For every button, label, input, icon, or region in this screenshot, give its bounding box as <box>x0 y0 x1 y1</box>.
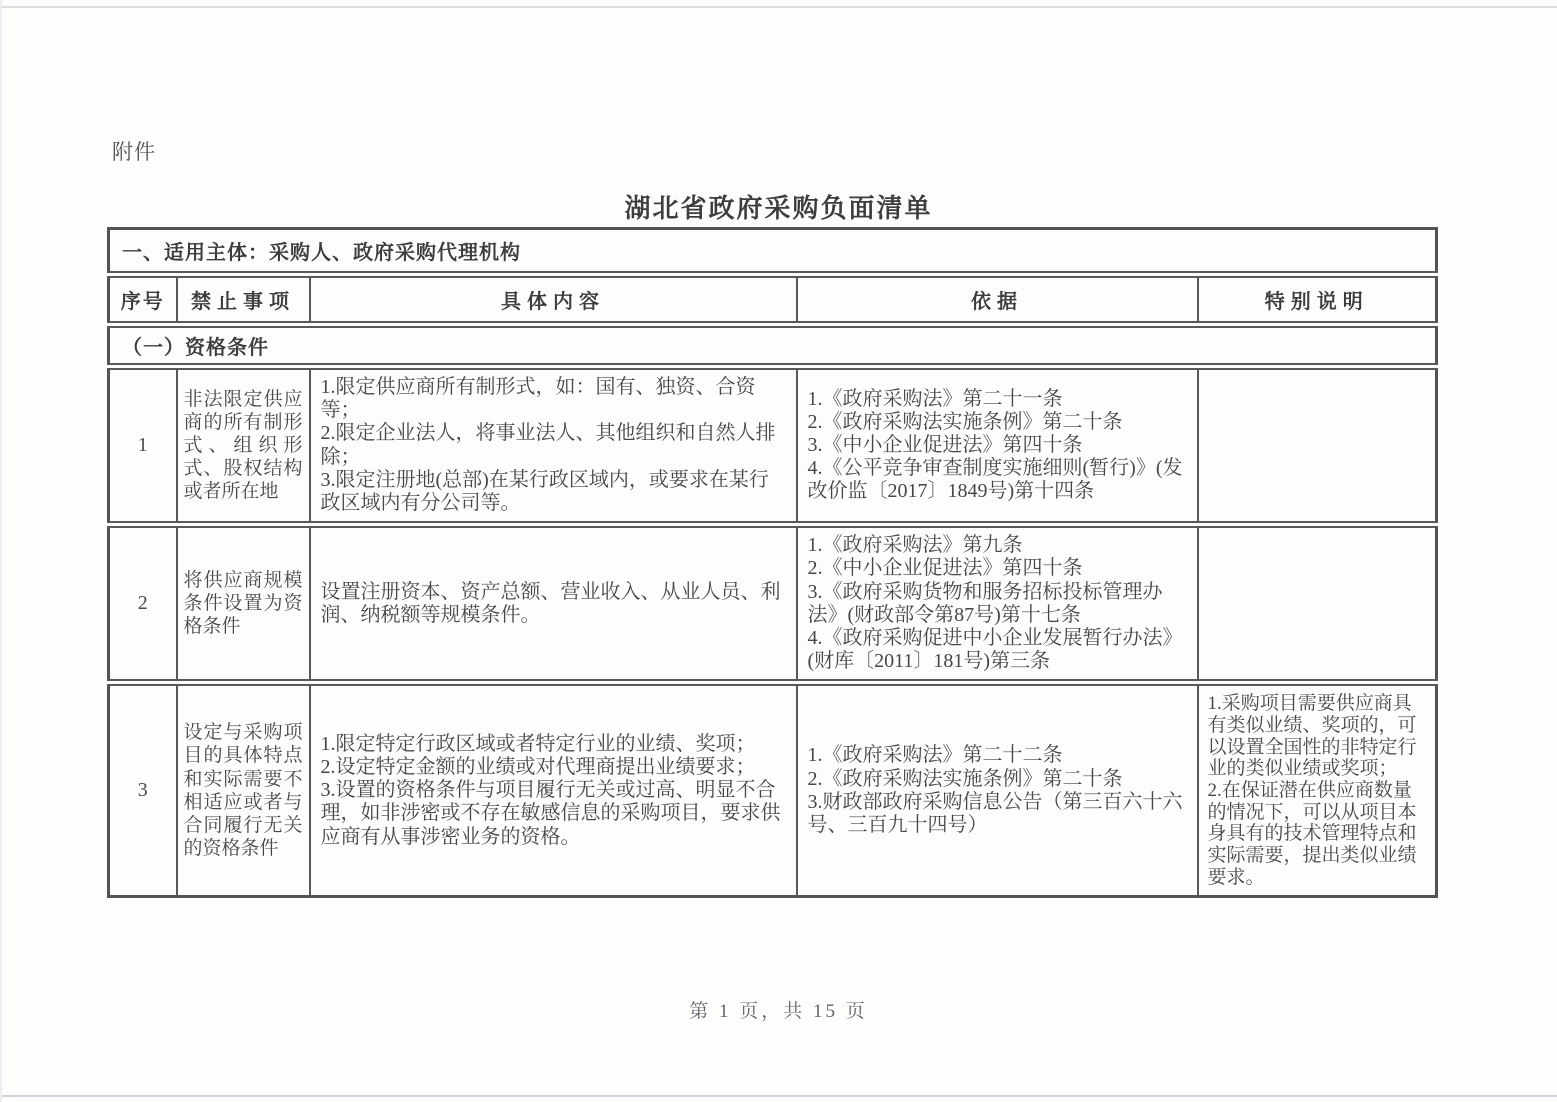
cell-details: 1.限定供应商所有制形式，如：国有、独资、合资等； 2.限定企业法人，将事业法人、其他组织和自然人排除； 3.限定注册地(总部)在某行政区域内，或要求在某行政区域内有分公司等。 <box>310 367 797 525</box>
category-row <box>109 325 1437 367</box>
cell-seq: 1 <box>109 367 177 525</box>
cell-special-note <box>1198 525 1437 683</box>
page-number: 第 1 页，共 15 页 <box>689 1001 868 1022</box>
negative-list-table <box>107 227 1438 898</box>
scan-artifact-bottom <box>0 1095 1557 1097</box>
cell-prohibited-item: 将供应商规模条件设置为资格条件 <box>177 525 310 683</box>
cell-special-note <box>1198 367 1437 525</box>
cell-seq: 2 <box>109 525 177 683</box>
table-row <box>109 525 1437 683</box>
scan-artifact-left <box>0 0 2 1102</box>
table-row <box>109 683 1437 897</box>
col-header-seq: 序号 <box>109 275 177 325</box>
cell-basis: 1.《政府采购法》第二十一条 2.《政府采购法实施条例》第二十条 3.《中小企业促进法》第四十条 4.《公平竞争审查制度实施细则(暂行)》(发改价监〔2017〕1849号)第十四条 <box>797 367 1198 525</box>
col-header-basis: 依据 <box>797 275 1198 325</box>
cell-prohibited-item: 非法限定供应商的所有制形式、组织形式、股权结构或者所在地 <box>177 367 310 525</box>
attachment-label: 附件 <box>112 140 156 164</box>
cell-basis: 1.《政府采购法》第二十二条 2.《政府采购法实施条例》第二十条 3.财政部政府采购信息公告（第三百六十六号、三百九十四号） <box>797 683 1198 897</box>
scan-artifact-top <box>0 6 1557 8</box>
col-header-details: 具体内容 <box>310 275 797 325</box>
cell-details: 1.限定特定行政区域或者特定行业的业绩、奖项； 2.设定特定金额的业绩或对代理商提出业绩要求； 3.设置的资格条件与项目履行无关或过高、明显不合理，如非涉密或不存在敏感信息的采购项目，要求供应商有从事涉密业务的资格。 <box>310 683 797 897</box>
page-title: 湖北省政府采购负面清单 <box>624 194 933 223</box>
cell-special-note: 1.采购项目需要供应商具有类似业绩、奖项的，可以设置全国性的非特定行业的类似业绩或奖项； 2.在保证潜在供应商数量的情况下，可以从项目本身具有的技术管理特点和实际需要，提出类似业绩要求。 <box>1198 683 1437 897</box>
column-header-row <box>109 275 1437 325</box>
table-row <box>109 367 1437 525</box>
category-title: （一）资格条件 <box>109 325 1437 367</box>
applicable-subject-text: 一、适用主体：采购人、政府采购代理机构 <box>109 229 1437 275</box>
cell-prohibited-item: 设定与采购项目的具体特点和实际需要不相适应或者与合同履行无关的资格条件 <box>177 683 310 897</box>
col-header-special-note: 特别说明 <box>1198 275 1437 325</box>
cell-seq: 3 <box>109 683 177 897</box>
col-header-prohibited-item: 禁止事项 <box>177 275 310 325</box>
cell-basis: 1.《政府采购法》第九条 2.《中小企业促进法》第四十条 3.《政府采购货物和服务招标投标管理办法》(财政部令第87号)第十七条 4.《政府采购促进中小企业发展暂行办法》(财库〔2011〕181号)第三条 <box>797 525 1198 683</box>
applicable-subject-row <box>109 229 1437 275</box>
cell-details: 设置注册资本、资产总额、营业收入、从业人员、利润、纳税额等规模条件。 <box>310 525 797 683</box>
